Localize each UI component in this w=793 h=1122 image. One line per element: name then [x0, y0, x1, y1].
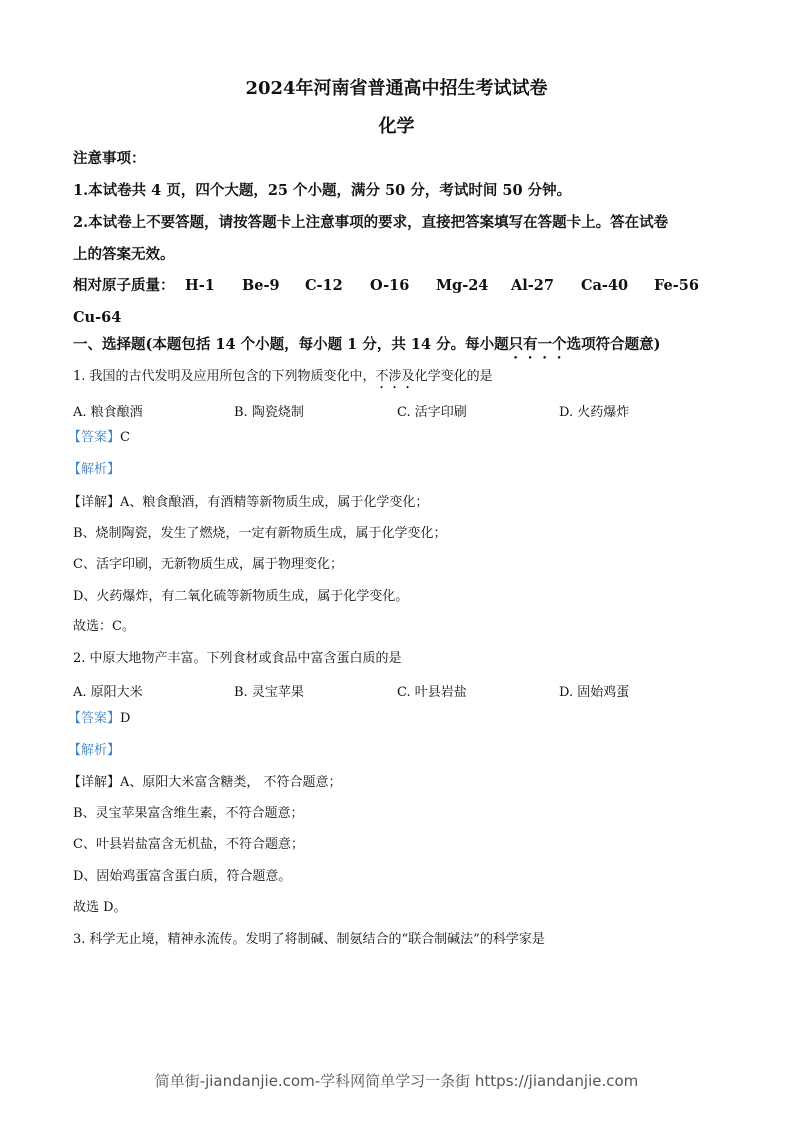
question-1-stem	[73, 369, 493, 392]
page-title: 2024年河南省普通高中招生考试试卷	[245, 78, 548, 99]
detail-label: 【详解】	[68, 775, 121, 790]
atomic-mass: Be-9	[242, 277, 280, 294]
section-heading-text: 一、选择题(本题包括 14 个小题，每小题 1 分，共 14 分。每小题	[73, 336, 509, 353]
atomic-mass: Mg-24	[436, 277, 489, 294]
notice-item-2-cont: 上的答案无效。	[73, 246, 175, 263]
atomic-mass: Al-27	[511, 277, 554, 294]
section-heading	[73, 336, 660, 362]
atomic-mass: H-1	[185, 277, 215, 294]
atomic-mass: Fe-56	[654, 277, 699, 294]
analysis-label: 【解析】	[68, 462, 121, 477]
section-heading-text: 选项符合题意)	[566, 336, 661, 353]
atomic-mass: C-12	[305, 277, 343, 294]
detail-line: D、火药爆炸，有二氧化硫等新物质生成，属于化学变化。	[73, 589, 409, 604]
answer-value: D	[120, 711, 131, 726]
answer-line	[68, 430, 130, 446]
detail-line: D、固始鸡蛋富含蛋白质，符合题意。	[73, 869, 292, 884]
analysis-label: 【解析】	[68, 743, 121, 758]
footer-watermark: 简单街-jiandanjie.com-学科网简单学习一条街 https://jiandanjie.com	[154, 1072, 639, 1090]
detail-line: C、活字印刷，无新物质生成，属于物理变化；	[73, 557, 343, 572]
option-a: A. 粮食酿酒	[73, 405, 143, 420]
option-c: C. 活字印刷	[397, 405, 467, 420]
detail-line: B、灵宝苹果富含维生素，不符合题意；	[73, 806, 304, 821]
detail-text: A、原阳大米富含糖类， 不符合题意；	[120, 775, 342, 790]
question-2-stem: 2. 中原大地物产丰富。下列食材或食品中富含蛋白质的是	[73, 651, 402, 666]
conclusion: 故选 D。	[73, 900, 127, 915]
atomic-mass: O-16	[370, 277, 410, 294]
stem-text: 化学变化的是	[414, 369, 493, 384]
question-3-stem: 3. 科学无止境，精神永流传。发明了将制碱、制氨结合的“联合制碱法”的科学家是	[73, 932, 545, 947]
detail-line: C、叶县岩盐富含无机盐，不符合题意；	[73, 837, 304, 852]
answer-label: 【答案】	[68, 711, 121, 726]
atomic-mass-line	[73, 277, 723, 295]
detail-label: 【详解】	[68, 495, 121, 510]
notice-heading: 注意事项：	[73, 150, 146, 167]
option-a: A. 原阳大米	[73, 685, 143, 700]
conclusion: 故选：C。	[73, 619, 135, 634]
notice-item-2: 2.本试卷上不要答题，请按答题卡上注意事项的要求，直接把答案填写在答题卡上。答在试卷	[73, 214, 669, 231]
option-d: D. 火药爆炸	[559, 405, 630, 420]
subject-title: 化学	[378, 116, 415, 137]
detail-line	[68, 495, 428, 511]
answer-label: 【答案】	[68, 430, 121, 445]
detail-line	[68, 775, 342, 791]
option-b: B. 灵宝苹果	[234, 685, 304, 700]
detail-text: A、粮食酿酒，有酒精等新物质生成，属于化学变化；	[120, 495, 429, 510]
atomic-mass-label: 相对原子质量：	[73, 277, 175, 294]
answer-value: C	[120, 430, 130, 445]
option-d: D. 固始鸡蛋	[559, 685, 630, 700]
stem-emphasis: 不涉及	[375, 369, 415, 384]
answer-line	[68, 711, 130, 727]
atomic-mass: Ca-40	[581, 277, 629, 294]
stem-text: 1. 我国的古代发明及应用所包含的下列物质变化中，	[73, 369, 376, 384]
section-heading-emphasis: 只有一个	[508, 336, 567, 353]
detail-line: B、烧制陶瓷，发生了燃烧，一定有新物质生成，属于化学变化；	[73, 526, 447, 541]
option-c: C. 叶县岩盐	[397, 685, 467, 700]
notice-item-1: 1.本试卷共 4 页，四个大题，25 个小题，满分 50 分，考试时间 50 分钟。	[73, 182, 572, 199]
atomic-mass-cont: Cu-64	[73, 309, 122, 326]
option-b: B. 陶瓷烧制	[234, 405, 304, 420]
